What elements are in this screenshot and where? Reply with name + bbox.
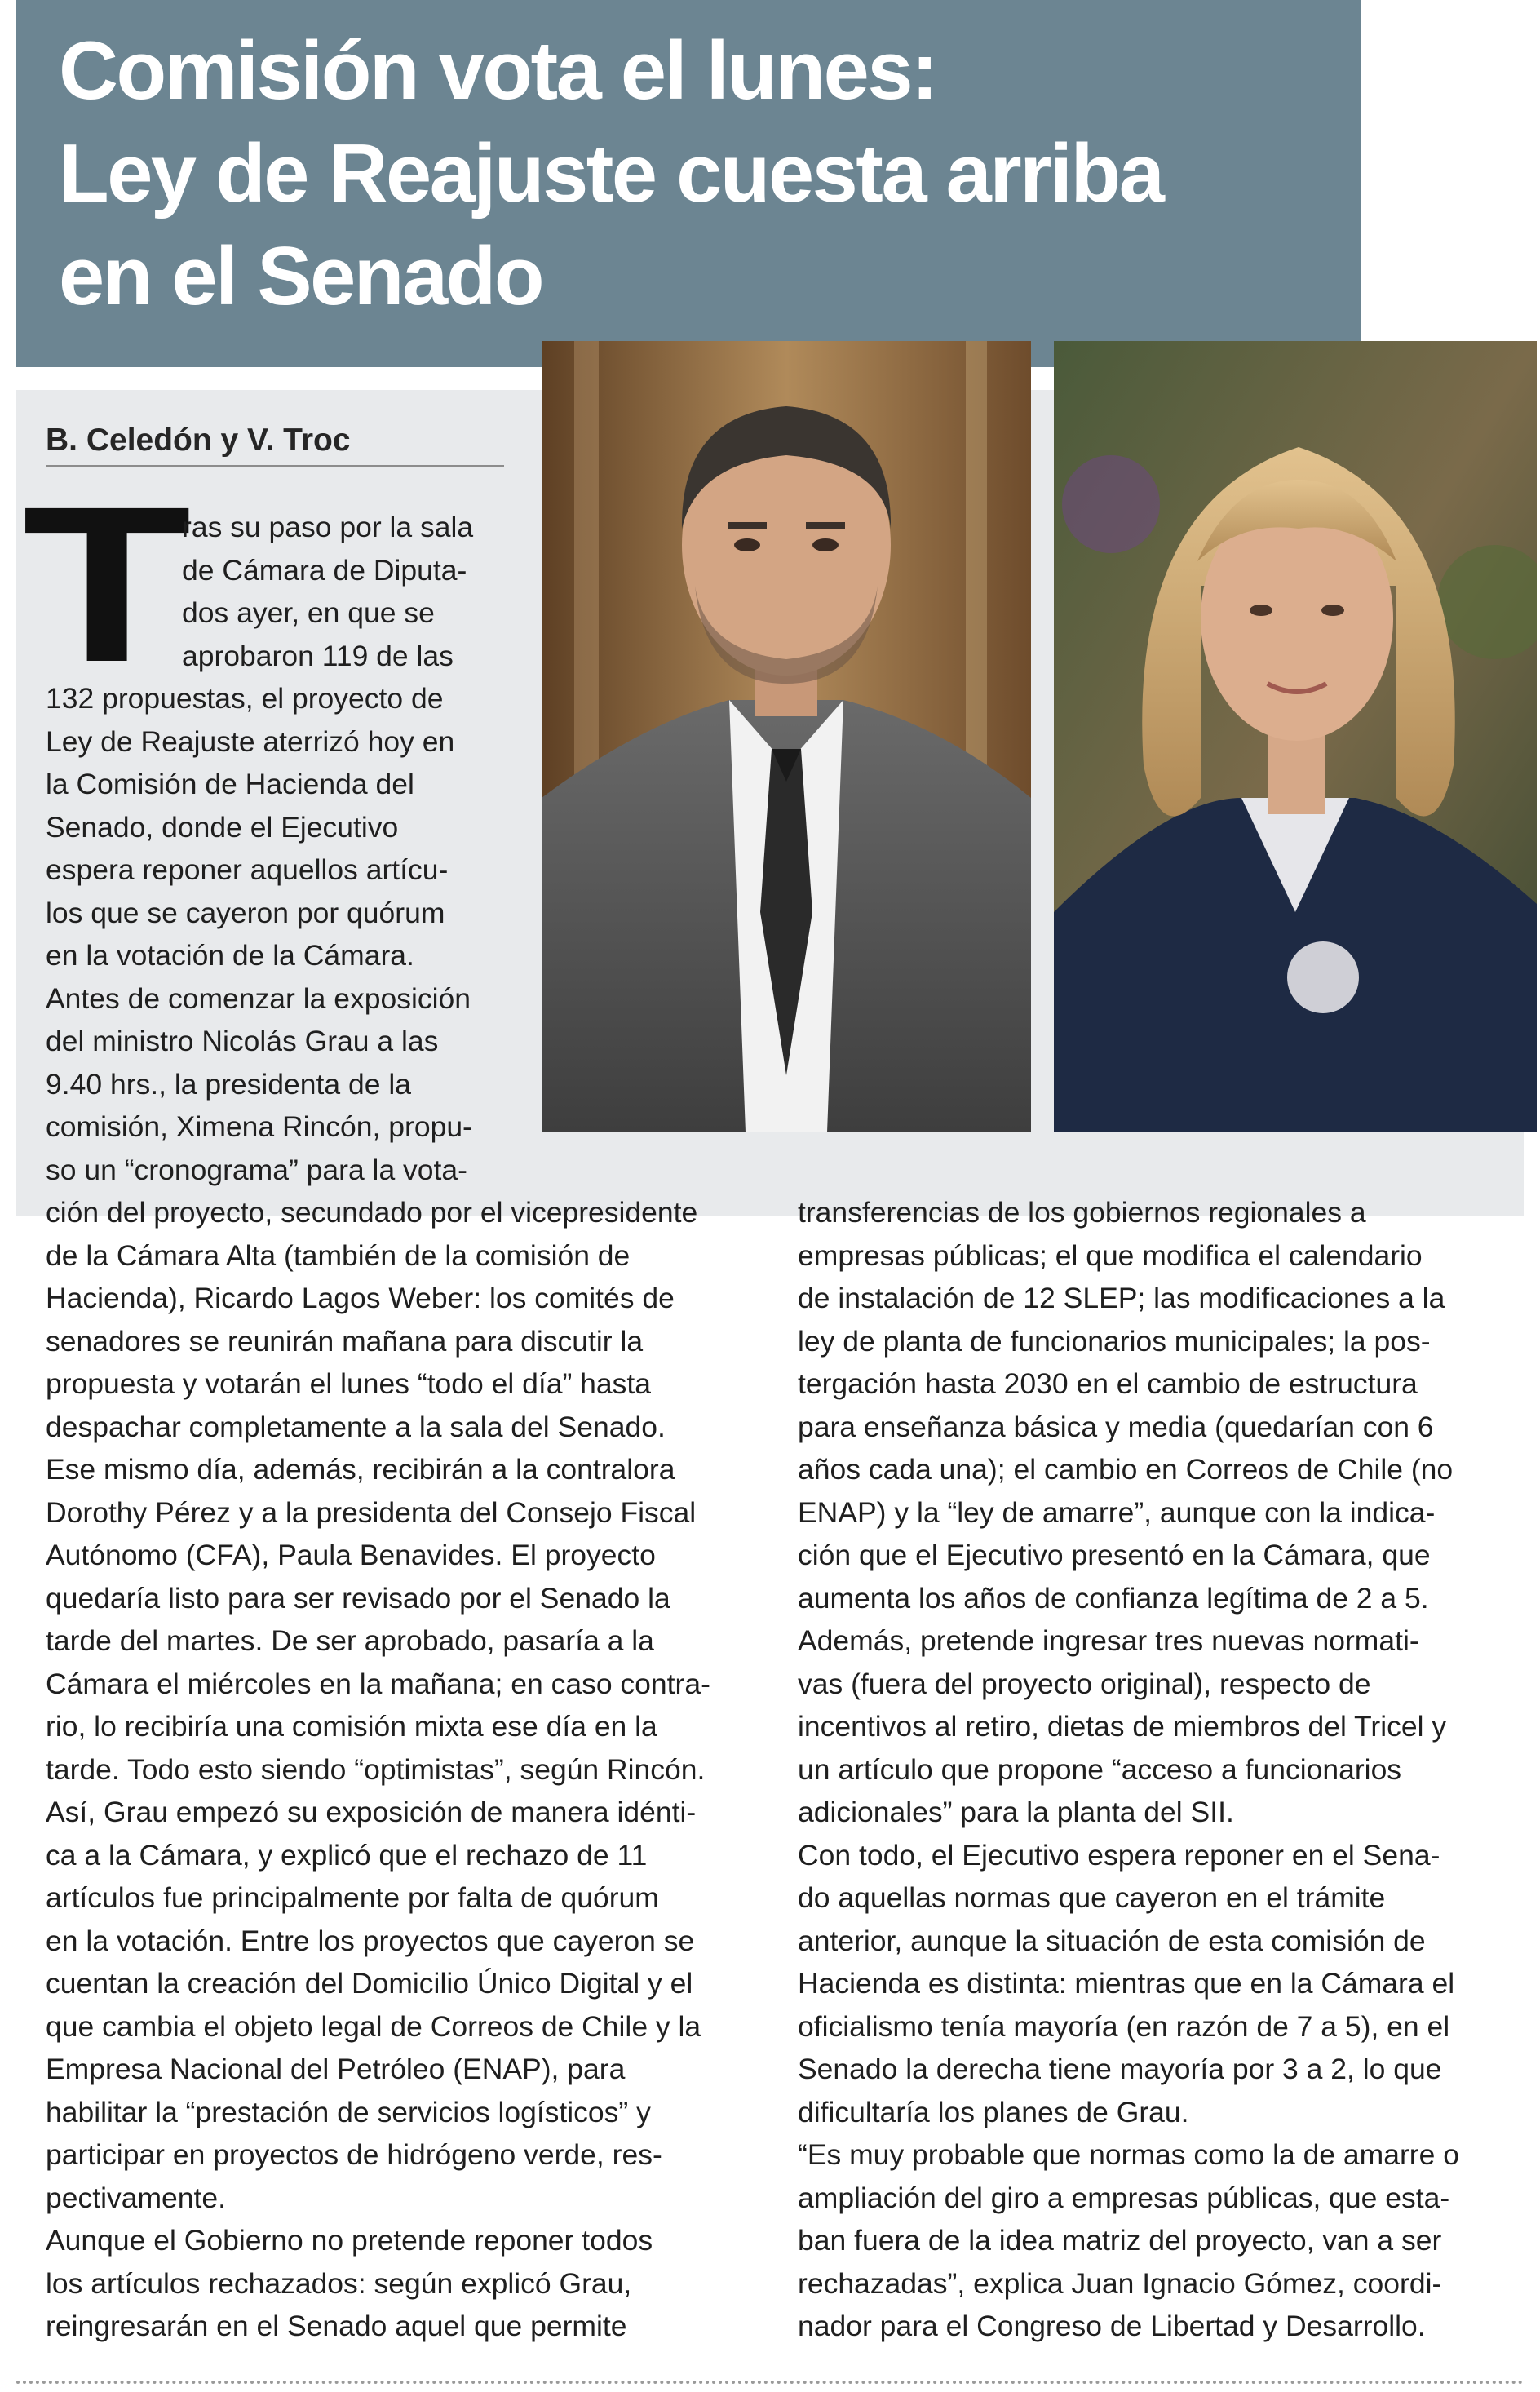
body-line: en la votación de la Cámara. <box>46 939 414 972</box>
body-line: vas (fuera del proyecto original), respecto de <box>798 1667 1371 1700</box>
body-line: dos ayer, en que se <box>182 596 435 629</box>
body-line: rio, lo recibiría una comisión mixta ese día en la <box>46 1710 657 1743</box>
body-line: incentivos al retiro, dietas de miembros del Tricel y <box>798 1710 1447 1743</box>
body-line: Hacienda es distinta: mientras que en la Cámara el <box>798 1967 1455 2000</box>
body-line: la Comisión de Hacienda del <box>46 768 414 800</box>
body-line: “Es muy probable que normas como la de amarre o <box>798 2138 1459 2171</box>
body-line: anterior, aunque la situación de esta comisión de <box>798 1924 1426 1957</box>
body-line: Con todo, el Ejecutivo espera reponer en el Sena- <box>798 1838 1440 1872</box>
body-line: do aquellas normas que cayeron en el trámite <box>798 1881 1386 1914</box>
body-line: aumenta los años de confianza legítima de 2 a 5. <box>798 1581 1429 1615</box>
body-line: ley de planta de funcionarios municipales; la pos- <box>798 1324 1431 1358</box>
body-line: del ministro Nicolás Grau a las <box>46 1025 439 1057</box>
body-text-left-narrow <box>46 677 542 1191</box>
body-line: quedaría listo para ser revisado por el Senado la <box>46 1581 670 1615</box>
headline-line: en el Senado <box>59 231 543 322</box>
body-line: senadores se reunirán mañana para discutir la <box>46 1324 644 1358</box>
body-line: Ley de Reajuste aterrizó hoy en <box>46 724 455 758</box>
body-line: Aunque el Gobierno no pretende reponer todos <box>46 2224 653 2257</box>
body-line: despachar completamente a la sala del Senado. <box>46 1410 666 1443</box>
body-line: artículos fue principalmente por falta de quórum <box>46 1881 659 1914</box>
body-line: espera reponer aquellos artícu- <box>46 853 449 886</box>
body-line: que cambia el objeto legal de Correos de Chile y la <box>46 2009 701 2043</box>
body-line: reingresarán en el Senado aquel que permite <box>46 2310 627 2342</box>
drop-cap: T <box>22 460 192 708</box>
body-line: comisión, Ximena Rincón, propu- <box>46 1110 472 1143</box>
body-line: rechazadas”, explica Juan Ignacio Gómez, coordi- <box>798 2266 1442 2300</box>
body-line: nador para el Congreso de Libertad y Desarrollo. <box>798 2310 1426 2342</box>
body-line: dificultaría los planes de Grau. <box>798 2095 1189 2128</box>
body-line: los artículos rechazados: según explicó Grau, <box>46 2266 632 2300</box>
photo-man-in-suit <box>542 341 1031 1132</box>
body-line: propuesta y votarán el lunes “todo el día” hasta <box>46 1367 652 1400</box>
body-line: Dorothy Pérez y a la presidenta del Consejo Fiscal <box>46 1495 697 1529</box>
body-line: tergación hasta 2030 en el cambio de estructura <box>798 1367 1418 1400</box>
body-text-left-column <box>46 1191 763 2348</box>
body-line: años cada una); el cambio en Correos de Chile (no <box>798 1453 1454 1486</box>
body-line: 132 propuestas, el proyecto de <box>46 682 444 715</box>
body-line: Antes de comenzar la exposición <box>46 981 471 1015</box>
body-line: Senado, donde el Ejecutivo <box>46 810 399 844</box>
body-text-beside-dropcap <box>182 506 541 677</box>
body-line: para enseñanza básica y media (quedarían con 6 <box>798 1410 1434 1443</box>
body-line: de instalación de 12 SLEP; las modificaciones a la <box>798 1282 1445 1314</box>
headline-line: Ley de Reajuste cuesta arriba <box>59 128 1163 219</box>
body-line: participar en proyectos de hidrógeno verde, res- <box>46 2138 662 2171</box>
body-line: empresas públicas; el que modifica el calendario <box>798 1238 1423 1272</box>
body-line: en la votación. Entre los proyectos que cayeron se <box>46 1924 695 1957</box>
body-line: aprobaron 119 de las <box>182 639 454 672</box>
body-line: tarde del martes. De ser aprobado, pasaría a la <box>46 1624 654 1657</box>
body-line: de Cámara de Diputa- <box>182 553 467 587</box>
body-line: ampliación del giro a empresas públicas, que esta- <box>798 2181 1450 2214</box>
body-line: ban fuera de la idea matriz del proyecto, van a ser <box>798 2224 1442 2257</box>
body-line: Ese mismo día, además, recibirán a la contralora <box>46 1453 675 1486</box>
body-line: ción del proyecto, secundado por el vicepresidente <box>46 1196 698 1229</box>
photo-woman-blonde <box>1054 341 1537 1132</box>
body-line: Así, Grau empezó su exposición de manera idénti- <box>46 1796 697 1828</box>
body-line: ENAP) y la “ley de amarre”, aunque con la indica- <box>798 1495 1436 1529</box>
body-line: tarde. Todo esto siendo “optimistas”, según Rincón. <box>46 1752 706 1786</box>
body-line: Además, pretende ingresar tres nuevas normati- <box>798 1624 1419 1657</box>
body-line: ción que el Ejecutivo presentó en la Cámara, que <box>798 1539 1431 1571</box>
body-line: so un “cronograma” para la vota- <box>46 1153 467 1186</box>
bottom-dotted-rule <box>16 2381 1524 2384</box>
headline-line: Comisión vota el lunes: <box>59 25 937 117</box>
body-line: Hacienda), Ricardo Lagos Weber: los comités de <box>46 1282 675 1314</box>
body-line: 9.40 hrs., la presidenta de la <box>46 1067 411 1101</box>
body-line: un artículo que propone “acceso a funcionarios <box>798 1752 1402 1786</box>
headline <box>59 20 1348 328</box>
body-line: ca a la Cámara, y explicó que el rechazo de 11 <box>46 1838 648 1872</box>
body-line: Autónomo (CFA), Paula Benavides. El proyecto <box>46 1539 656 1571</box>
body-line: Senado la derecha tiene mayoría por 3 a 2, lo que <box>798 2053 1442 2085</box>
body-text-right-column <box>798 1191 1516 2348</box>
body-line: ras su paso por la sala <box>182 511 474 543</box>
body-line: Empresa Nacional del Petróleo (ENAP), para <box>46 2053 626 2085</box>
body-line: los que se cayeron por quórum <box>46 896 445 929</box>
body-line: habilitar la “prestación de servicios logísticos” y <box>46 2095 651 2128</box>
body-line: adicionales” para la planta del SII. <box>798 1796 1234 1828</box>
body-line: transferencias de los gobiernos regionales a <box>798 1196 1366 1229</box>
body-line: de la Cámara Alta (también de la comisión de <box>46 1238 631 1272</box>
byline: B. Celedón y V. Troc <box>46 418 504 467</box>
body-line: oficialismo tenía mayoría (en razón de 7 a 5), en el <box>798 2009 1450 2043</box>
body-line: pectivamente. <box>46 2181 227 2214</box>
body-line: Cámara el miércoles en la mañana; en caso contra- <box>46 1667 710 1700</box>
body-line: cuentan la creación del Domicilio Único Digital y el <box>46 1967 693 2000</box>
